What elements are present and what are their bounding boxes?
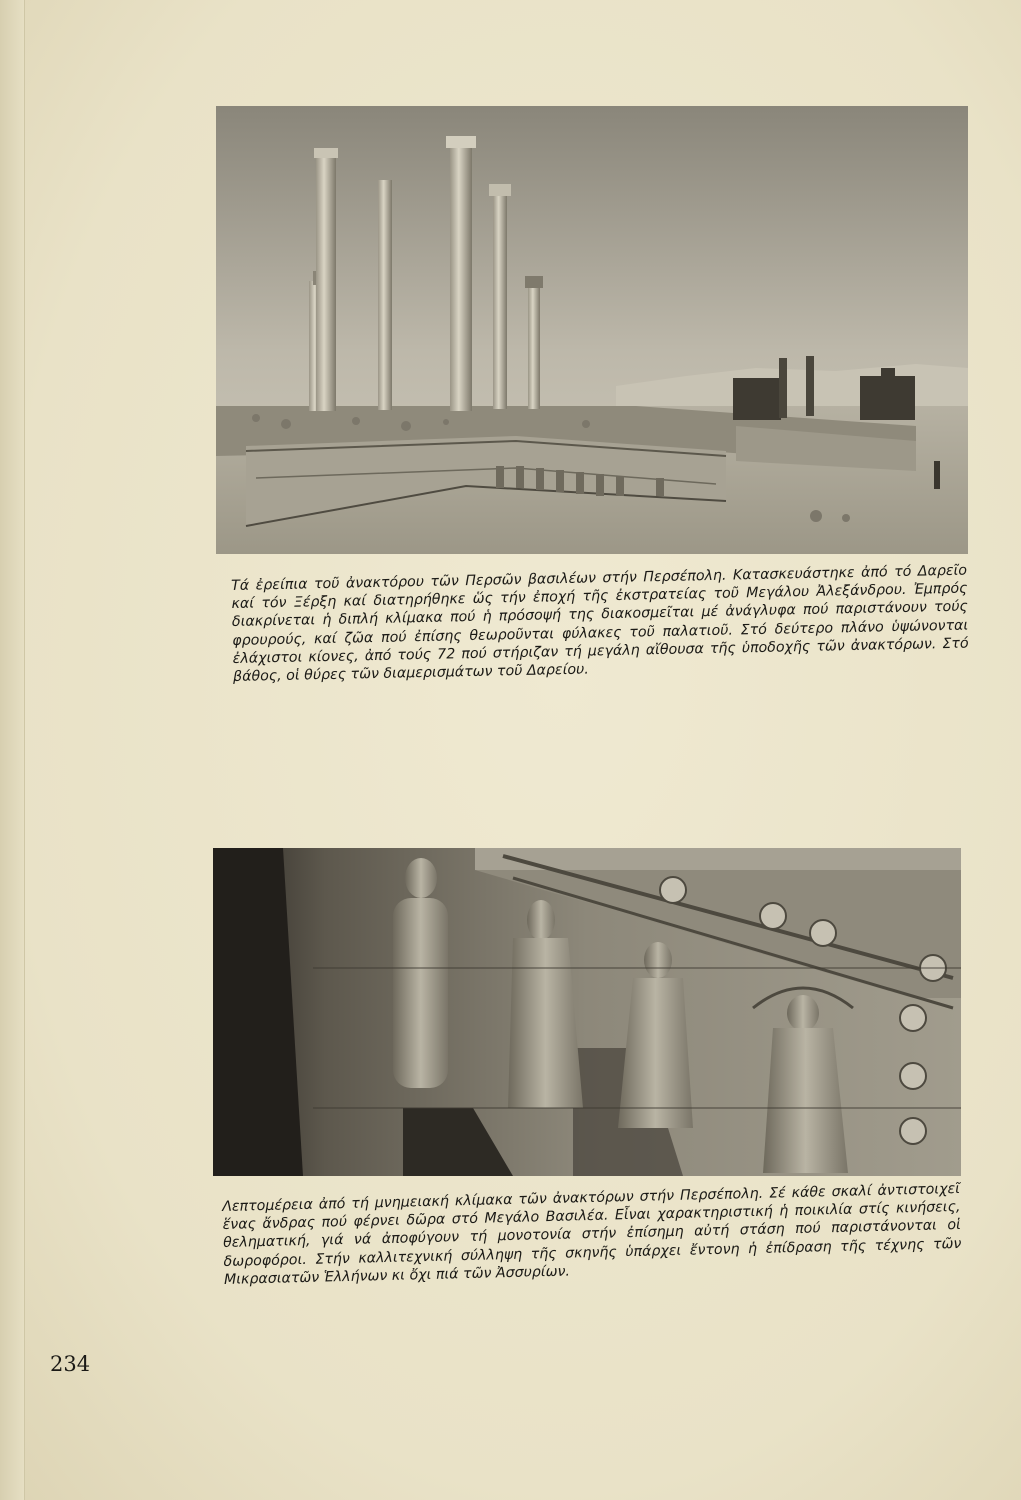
persepolis-relief-image — [213, 848, 961, 1176]
figure-1-caption: Τά ἐρείπια τοῦ ἀνακτόρου τῶν Περσῶν βασιλέων στήν Περσέπολη. Κατασκευάστηκε ἀπό τό Δαρεῖο καί τόν Ξέρξη καί διατηρήθηκε ὥς τήν ἐποχή τῆς ἐκστρατείας τοῦ Μεγάλου Ἀλεξάνδρου. Ἐμπρός διακρίνεται ἡ διπλή κλίμακα πού ἡ πρόσοψή της διακοσμεῖται μέ ἀνάγλυφα πού παριστάνουν τούς φρουρούς, καί ζῶα πού ἐπίσης θεωροῦνται φύλακες τοῦ παλατιοῦ. Στό δεύτερο πλάνο ὑψώνονται ἐλάχιστοι κίονες, ἀπό τούς 72 πού στήριζαν τή μεγάλη αἴθουσα τῆς ὑποδοχῆς τῶν ἀνακτόρων. Στό βάθος, οἱ θύρες τῶν διαμερισμάτων τοῦ Δαρείου. — [231, 562, 969, 685]
persepolis-ruins-photo — [216, 106, 968, 554]
persepolis-relief-photo — [213, 848, 961, 1176]
figure-2-caption: Λεπτομέρεια ἀπό τή μνημειακή κλίμακα τῶν ἀνακτόρων στήν Περσέπολη. Σέ κάθε σκαλί ἀντιστοιχεῖ ἕνας ἄνδρας πού φέρνει δῶρα στό Μεγάλο Βασιλέα. Εἶναι χαρακτηριστική ἡ ποικιλία στίς κινήσεις, θεληματική, γιά νά ἀποφύγουν τή μονοτονία στήν ἐπίσημη αὐτή στάση πού παριστάνονται οἱ δωροφόροι. Στήν καλλιτεχνική σύλληψη τῆς σκηνῆς ὑπάρχει ἔντονη ἡ ἐπίδραση τῆς τέχνης τῶν Μικρασιατῶν Ἑλλήνων κι ὄχι πιά τῶν Ἀσσυρίων. — [222, 1180, 962, 1288]
persepolis-ruins-image — [216, 106, 968, 554]
page-number: 234 — [50, 1352, 91, 1376]
page-edge — [0, 0, 25, 1500]
